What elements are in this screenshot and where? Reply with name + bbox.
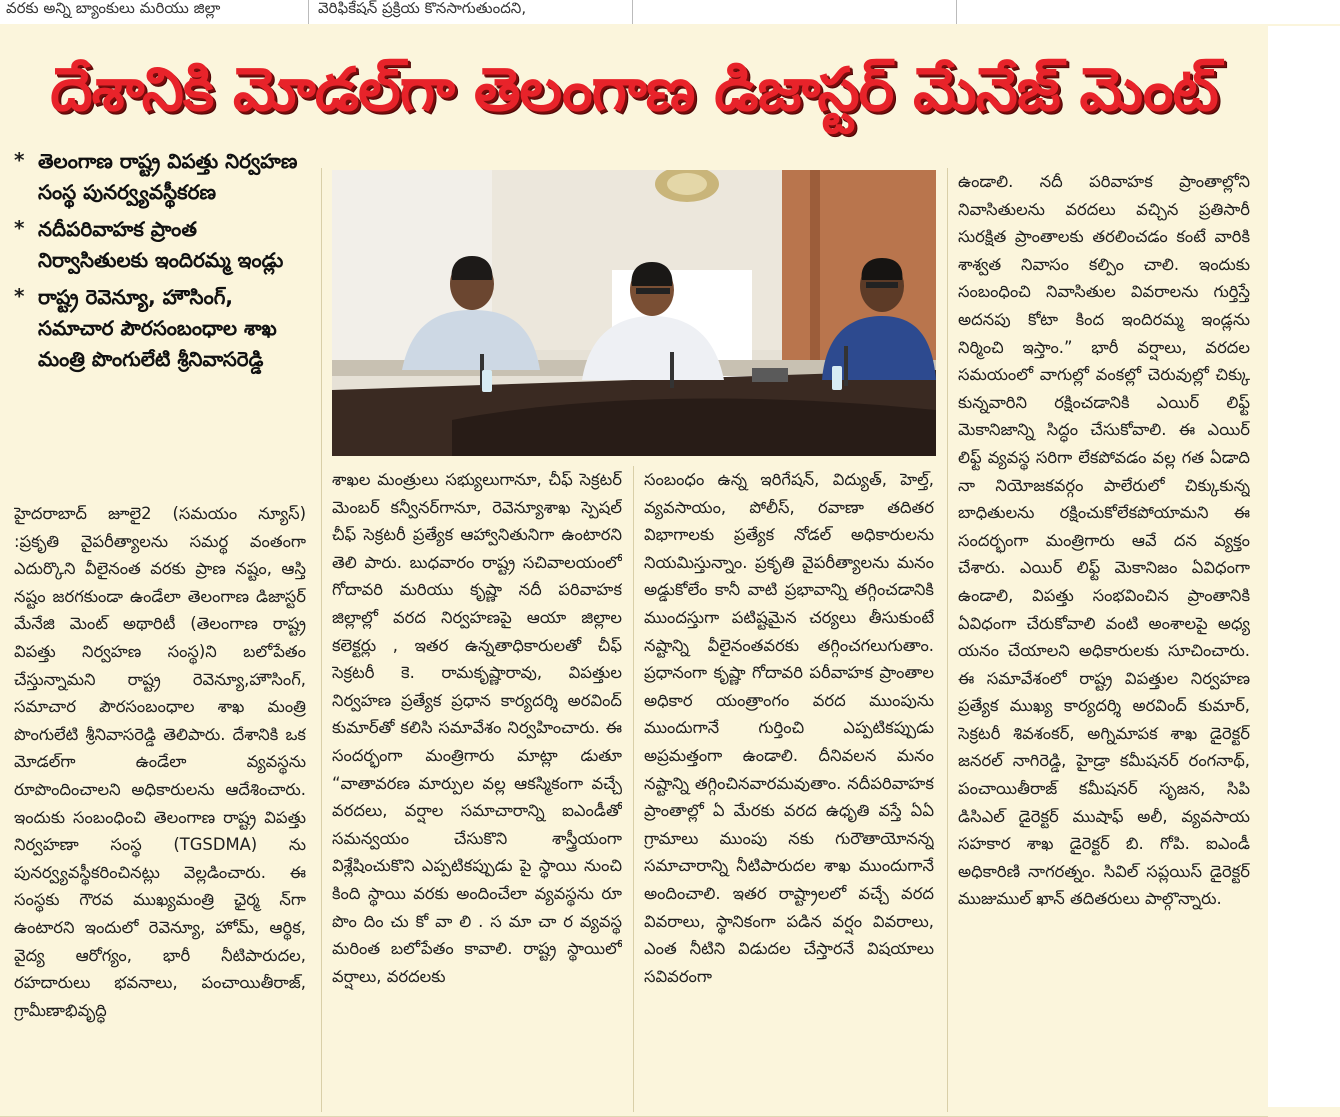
body-paragraph: సంబంధం ఉన్న ఇరిగేషన్, విద్యుత్, హెల్త్, వ్యవసాయం, పోలీస్, రవాణా తదితర విభాగాలకు ప్రత్యేక నోడల్ అధికారులను నియమిస్తున్నాం. ప్రకృతి వైపరీత్యాలను మనం అడ్డుకోలేం కానీ వాటి ప్రభావాన్ని తగ్గించడానికి ముందస్తుగా పటిష్టమైన చర్యలు తీసుకుంటే నష్టాన్ని వీలైనంతవరకు తగ్గించగలుగుతాం. ప్రధానంగా కృష్ణా గోదావరి పరీవాహక ప్రాంతాల అధికార యంత్రాంగం వరద ముంపును ముందుగానే గుర్తించి ఎప్పటికప్పుడు అప్రమత్తంగా ఉండాలి. దీనివలన మనం నష్టాన్ని తగ్గించినవారమవుతాం. నదీపరివాహక ప్రాంతాల్లో ఏ మేరకు వరద ఉధృతి వస్తే ఏఏ గ్రామాలు ముంపు నకు గురౌతాయోనన్న సమాచారాన్ని నీటిపారుదల శాఖ ముందుగానే అందించాలి. ఇతర రాష్ట్రాలలో వచ్చే వరద వివరాలు, స్థానికంగా పడిన వర్షం వివరాలు, ఎంత నీటిని విడుదల చేస్తారనే విషయాలు సవివరంగా xyxy=(644,470,934,986)
body-column-3 xyxy=(644,466,934,1112)
highlight-item xyxy=(14,282,306,375)
highlight-item xyxy=(14,146,306,208)
column-divider xyxy=(321,168,322,1112)
highlights-list xyxy=(14,146,306,381)
bullet-star-icon: * xyxy=(14,284,25,308)
news-article xyxy=(0,26,1268,1107)
bullet-star-icon: * xyxy=(14,216,25,240)
top-snippet-left: వరకు అన్ని బ్యాంకులు మరియు జిల్లా xyxy=(6,0,221,17)
highlight-text: నదీపరివాహక ప్రాంత నిర్వాసితులకు ఇందిరమ్మ ఇండ్లు xyxy=(38,217,284,272)
column-divider xyxy=(947,168,948,1112)
highlight-item xyxy=(14,214,306,276)
body-paragraph: ఉండాలి. నదీ పరివాహక ప్రాంతాల్లోని నివాసితులను వరదలు వచ్చిన ప్రతిసారీ సురక్షిత ప్రాంతాలకు తరలించడం కంటే వారికి శాశ్వత నివాసం కల్పిం చాలి. ఇందుకు సంబంధించి నివాసితుల వివరాలను గుర్తిస్తే అదనపు కోటా కింద ఇందిరమ్మ ఇండ్లను నిర్మించి ఇస్తాం.” భారీ వర్షాలు, వరదల సమయంలో వాగుల్లో వంకల్లో చెరువుల్లో చిక్కు కున్నవారిని రక్షించడానికి ఎయిర్ లిఫ్ట్ మెకానిజాన్ని సిద్ధం చేసుకోవాలి. ఈ ఎయిర్ లిఫ్ట్ వ్యవస్థ సరిగా లేకపోవడం వల్ల గత ఏడాది నా నియోజకవర్గం పాలేరులో చిక్కుకున్న బాధితులను రక్షించుకోలేకపోయామని ఈ సందర్భంగా మంత్రిగారు ఆవే దన వ్యక్తం చేశారు. ఎయిర్ లిఫ్ట్ మెకానిజం ఏవిధంగా ఉండాలి, విపత్తు సంభవించిన ప్రాంతానికి ఏవిధంగా చేరుకోవాలి వంటి అంశాలపై అధ్య యనం చేయాలని అధికారులకు సూచించారు. ఈ సమావేశంలో రాష్ట్ర విపత్తుల నిర్వహణ ప్రత్యేక ముఖ్య కార్యదర్శి అరవింద్ కుమార్, సెక్రటరీ శివశంకర్, అగ్నిమాపక శాఖ డైరెక్టర్ జనరల్ నాగిరెడ్డి, హైడ్రా కమీషనర్ రంగనాథ్, పంచాయితీరాజ్ కమీషనర్ సృజన, సిపి డిసిఎల్ డైరెక్టర్ ముషాఫ్ అలీ, వ్యవసాయ సహకార శాఖ డైరెక్టర్ బి. గోపి. ఐఎండీ అధికారిణి నాగరత్నం. సివిల్ సప్లయిస్ డైరెక్టర్ ముజుముల్ ఖాన్ తదితరులు పాల్గొన్నారు. xyxy=(958,172,1250,909)
top-strip-divider xyxy=(308,0,309,24)
bullet-star-icon: * xyxy=(14,148,25,172)
body-column-4 xyxy=(958,168,1250,1112)
meeting-photo xyxy=(332,170,936,456)
highlight-text: తెలంగాణ రాష్ట్ర విపత్తు నిర్వహణ సంస్థ పునర్వ్యవస్థీకరణ xyxy=(38,149,298,204)
top-snippet-right: వెరిఫికేషన్ ప్రక్రియ కొనసాగుతుందని, xyxy=(318,0,527,17)
body-paragraph: శాఖల మంత్రులు సభ్యులుగానూ, చీఫ్ సెక్రటర్ మెంబర్ కన్వీనర్‌గానూ, రెవెన్యూశాఖ స్పెషల్ చీఫ్ సెక్రటరీ ప్రత్యేక ఆహ్వానితునిగా ఉంటారని తెలి పారు. బుధవారం రాష్ట్ర సచివాలయంలో గోదావరి మరియు కృష్ణా నదీ పరివాహక జిల్లాల్లో వరద నిర్వహణపై ఆయా జిల్లాల కలెక్టర్లు , ఇతర ఉన్నతాధికారులతో చీఫ్ సెక్రటరీ కె. రామకృష్ణారావు, విపత్తుల నిర్వహణ ప్రత్యేక ప్రధాన కార్యదర్శి అరవింద్ కుమార్‌తో కలిసి సమావేశం నిర్వహించారు. ఈ సందర్భంగా మంత్రిగారు మాట్లా డుతూ “వాతావరణ మార్పుల వల్ల ఆకస్మికంగా వచ్చే వరదలు, వర్షాల సమాచారాన్ని ఐఎండీతో సమన్వయం చేసుకొని శాస్త్రీయంగా విశ్లేషించుకొని ఎప్పటికప్పుడు పై స్థాయి నుంచి కింది స్థాయి వరకు అందించేలా వ్యవస్థను రూ పొం దిం చు కో వా లి . స మా చా ర వ్యవస్థ మరింత బలోపేతం కావాలి. రాష్ట్ర స్థాయిలో వర్షాలు, వరదలకు xyxy=(332,470,622,986)
body-column-2 xyxy=(332,466,622,1112)
body-paragraph: హైదరాబాద్ జూలై2 (సమయం న్యూస్) :ప్రకృతి వైపరీత్యాలను సమర్థ వంతంగా ఎదుర్కొని వీలైనంత వరకు ప్రాణ నష్టం, ఆస్తి నష్టం జరగకుండా ఉండేలా తెలంగాణ డిజాస్టర్ మేనేజి మెంట్ అథారిటీ (తెలంగాణ రాష్ట్ర విపత్తు నిర్వహణ సంస్థ)ని బలోపేతం చేస్తున్నామని రాష్ట్ర రెవెన్యూ,హౌసింగ్, సమాచార పౌరసంబంధాల శాఖ మంత్రి పొంగులేటి శ్రీనివాసరెడ్డి తెలిపారు. దేశానికి ఒక మోడల్‌గా ఉండేలా వ్యవస్థను రూపొందించాలని అధికారులను ఆదేశించారు. ఇందుకు సంబంధించి తెలంగాణ రాష్ట్ర విపత్తు నిర్వహణా సంస్థ (TGSDMA) ను పునర్వ్యవస్థీకరించినట్లు వెల్లడించారు. ఈ సంస్థకు గౌరవ ముఖ్యమంత్రి ఛైర్మ న్‌గా ఉంటారని ఇందులో రెవెన్యూ, హోమ్, ఆర్థిక, వైద్య ఆరోగ్యం, భారీ నీటిపారుదల, రహదారులు భవనాలు, పంచాయితీరాజ్, గ్రామీణాభివృద్ధి xyxy=(14,504,306,1020)
headline: దేశానికి మోడల్‌గా తెలంగాణ డిజాస్టర్ మేనేజ్ మెంట్ xyxy=(50,55,1218,125)
top-strip-divider xyxy=(956,0,957,24)
top-strip-divider xyxy=(632,0,633,24)
previous-article-strip xyxy=(0,0,1340,24)
highlight-text: రాష్ట్ర రెవెన్యూ, హౌసింగ్, సమాచార పౌరసంబంధాల శాఖ మంత్రి పొంగులేటి శ్రీనివాసరెడ్డి xyxy=(38,285,277,371)
page-margin xyxy=(1268,26,1340,1107)
column-divider xyxy=(633,466,634,1112)
meeting-photo-illustration xyxy=(332,170,936,456)
body-column-1 xyxy=(14,500,306,1112)
